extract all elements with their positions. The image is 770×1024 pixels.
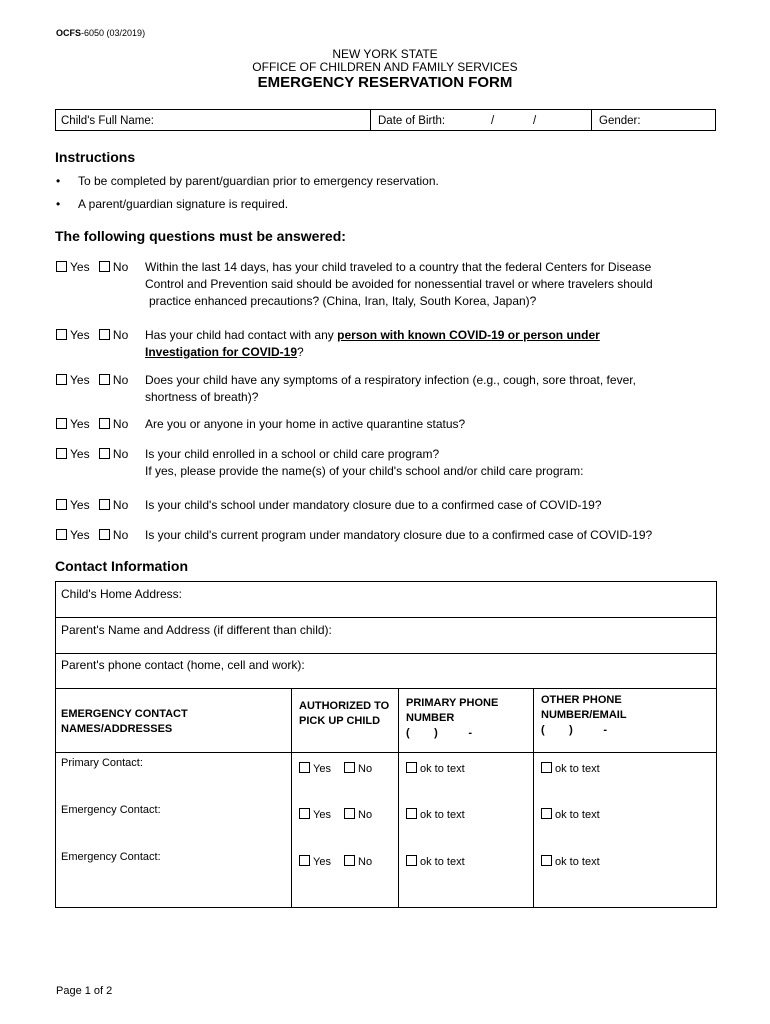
q6-options: Yes No [56, 498, 128, 512]
parent-name-field[interactable]: Parent's Name and Address (if different than child): [61, 623, 332, 637]
row2-yes-checkbox[interactable] [299, 808, 310, 819]
form-code: OCFS-6050 (03/2019) [56, 28, 146, 38]
question-3: Does your child have any symptoms of a respiratory infection (e.g., cough, sore throat, fever, shortness of breath)? [145, 373, 636, 404]
row1-yes-checkbox[interactable] [299, 762, 310, 773]
row1-other-ok-checkbox[interactable] [541, 762, 552, 773]
q2-yes-checkbox[interactable] [56, 329, 67, 340]
table-row: Yes No [299, 855, 372, 868]
contact-heading: Contact Information [55, 558, 188, 574]
row2-other-ok-checkbox[interactable] [541, 808, 552, 819]
q7-yes-checkbox[interactable] [56, 529, 67, 540]
q6-yes-checkbox[interactable] [56, 499, 67, 510]
parent-phone-field[interactable]: Parent's phone contact (home, cell and work): [61, 658, 305, 672]
row2-other-text: ok to text [541, 808, 600, 821]
q3-yes-checkbox[interactable] [56, 374, 67, 385]
row3-yes-checkbox[interactable] [299, 855, 310, 866]
row3-other-text: ok to text [541, 855, 600, 868]
dob-label: Date of Birth: [378, 115, 446, 127]
question-4: Are you or anyone in your home in active quarantine status? [145, 417, 466, 431]
col-primary-phone: PRIMARY PHONE NUMBER ( ) - [406, 697, 499, 739]
col-other-phone: OTHER PHONE NUMBER/EMAIL ( ) - [541, 694, 627, 736]
q4-yes-checkbox[interactable] [56, 418, 67, 429]
questions-heading: The following questions must be answered: [55, 228, 346, 244]
question-6: Is your child's school under mandatory closure due to a confirmed case of COVID-19? [145, 498, 602, 512]
page-title: EMERGENCY RESERVATION FORM [257, 74, 513, 91]
page-number: Page 1 of 2 [56, 985, 113, 997]
header-office: OFFICE OF CHILDREN AND FAMILY SERVICES [252, 60, 518, 74]
q1-no-checkbox[interactable] [99, 261, 110, 272]
q1-yes-checkbox[interactable] [56, 261, 67, 272]
row2-primary-text: ok to text [406, 808, 465, 821]
list-item: • A parent/guardian signature is required. [56, 197, 289, 211]
q2-options: Yes No [56, 328, 128, 342]
row1-other-text: ok to text [541, 762, 600, 775]
q5-options: Yes No [56, 447, 128, 461]
table-row: Yes No [299, 762, 372, 775]
row1-no-checkbox[interactable] [344, 762, 355, 773]
child-name-label: Child's Full Name: [61, 115, 154, 127]
table-row-label: Emergency Contact: [61, 804, 161, 816]
question-1: Within the last 14 days, has your child traveled to a country that the federal Centers for Disease Control and Prevention said should be avoided for nonessential travel or where travelers should practice enhanced precautions? (China, Iran, Italy, South Korea, Japan)? [145, 260, 653, 308]
q4-no-checkbox[interactable] [99, 418, 110, 429]
question-5: Is your child enrolled in a school or child care program? If yes, please provide the name(s) of your child's school and/or child care program: [145, 447, 584, 478]
q7-options: Yes No [56, 528, 128, 542]
q7-no-checkbox[interactable] [99, 529, 110, 540]
row3-primary-ok-checkbox[interactable] [406, 855, 417, 866]
q5-yes-checkbox[interactable] [56, 448, 67, 459]
row1-primary-ok-checkbox[interactable] [406, 762, 417, 773]
gender-label: Gender: [599, 115, 641, 127]
row3-no-checkbox[interactable] [344, 855, 355, 866]
q1-options: Yes No [56, 260, 128, 274]
q4-options: Yes No [56, 417, 128, 431]
table-row: Yes No [299, 808, 372, 821]
row2-no-checkbox[interactable] [344, 808, 355, 819]
dob-sep-2: / [533, 115, 537, 127]
instructions-heading: Instructions [55, 149, 136, 165]
q2-no-checkbox[interactable] [99, 329, 110, 340]
header-state: NEW YORK STATE [332, 47, 438, 61]
row1-primary-text: ok to text [406, 762, 465, 775]
row2-primary-ok-checkbox[interactable] [406, 808, 417, 819]
q3-no-checkbox[interactable] [99, 374, 110, 385]
row3-other-ok-checkbox[interactable] [541, 855, 552, 866]
table-row-label: Primary Contact: [61, 757, 143, 769]
dob-sep-1: / [491, 115, 495, 127]
question-7: Is your child's current program under mandatory closure due to a confirmed case of COVID-19? [145, 528, 653, 542]
row3-primary-text: ok to text [406, 855, 465, 868]
list-item: • To be completed by parent/guardian prior to emergency reservation. [56, 174, 439, 188]
question-2: Has your child had contact with any person with known COVID-19 or person under Investigation for COVID-19? [145, 328, 600, 359]
col-authorized: AUTHORIZED TO PICK UP CHILD [299, 700, 390, 727]
home-address-field[interactable]: Child's Home Address: [61, 587, 183, 601]
q5-no-checkbox[interactable] [99, 448, 110, 459]
table-row-label: Emergency Contact: [61, 851, 161, 863]
q6-no-checkbox[interactable] [99, 499, 110, 510]
q3-options: Yes No [56, 373, 128, 387]
col-emergency-contact: EMERGENCY CONTACT NAMES/ADDRESSES [61, 708, 188, 735]
